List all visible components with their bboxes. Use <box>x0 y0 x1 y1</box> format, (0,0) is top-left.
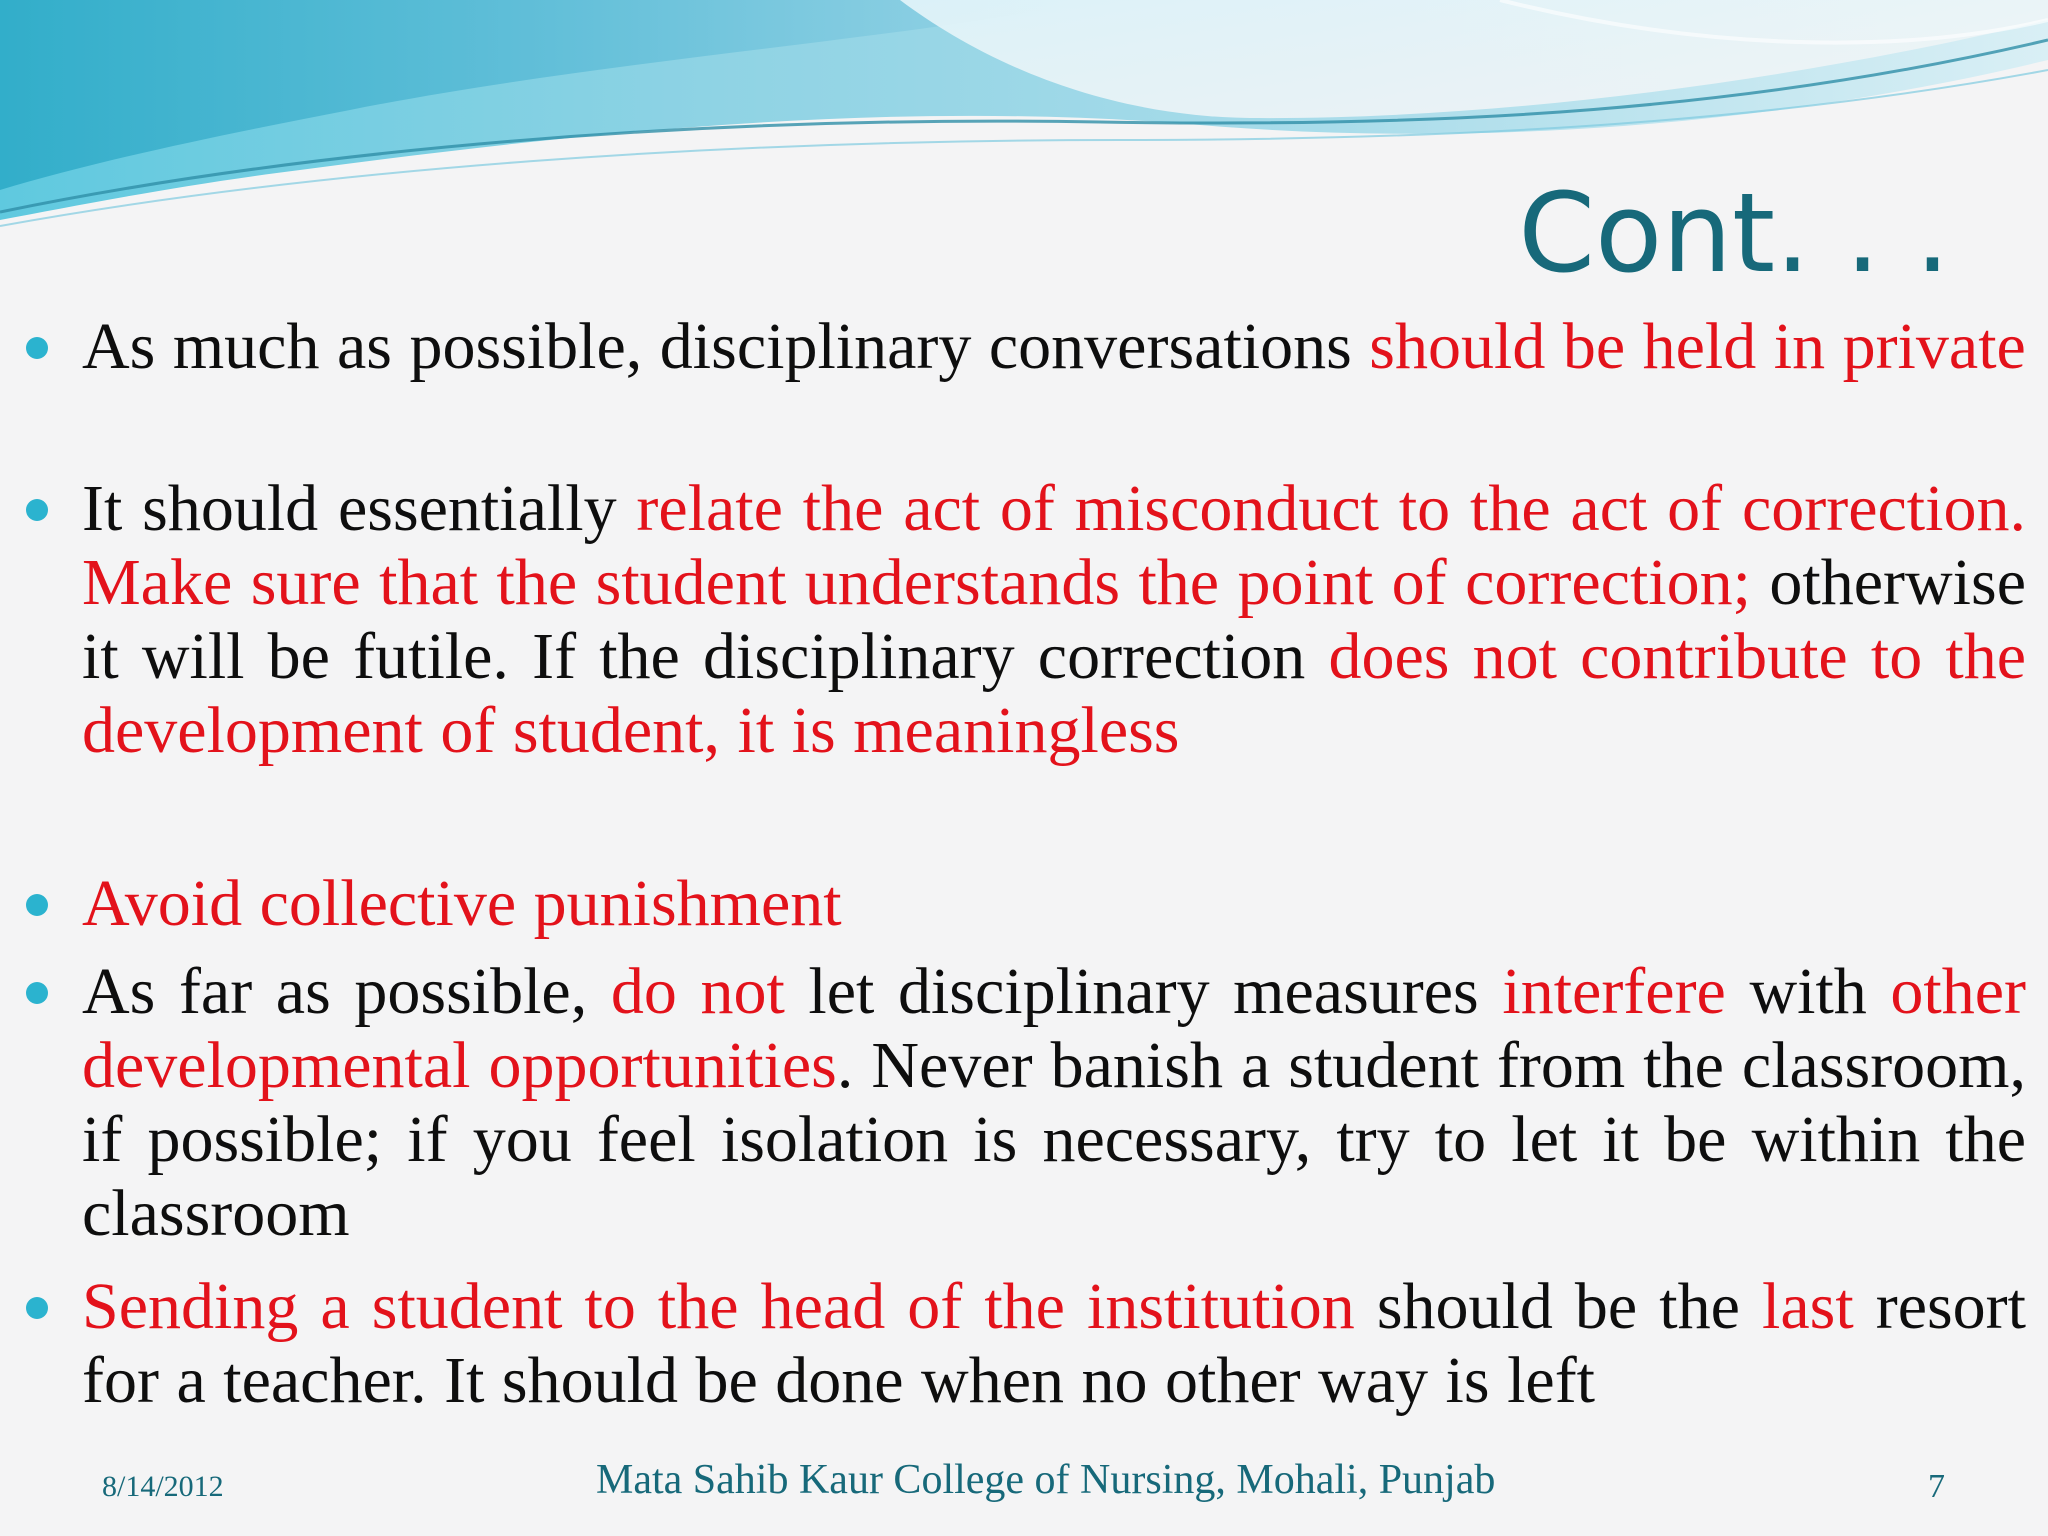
footer-date: 8/14/2012 <box>102 1470 224 1503</box>
bullet-emphasis-segment: interfere <box>1502 955 1726 1028</box>
bullet-item-private-conversations <box>82 310 2026 384</box>
bullet-emphasis-segment: do not <box>610 955 785 1028</box>
bullet-emphasis-segment: relate the act of misconduct to the act of correction. Make sure that the student understands the point of correction; <box>82 472 2026 619</box>
bullet-text-segment: let disciplinary measures <box>784 955 1503 1028</box>
bullet-text-segment: As far as possible, <box>82 955 611 1028</box>
bullet-item-avoid-collective-punishment <box>82 867 2026 941</box>
slide-title: Cont. . . <box>1518 169 1950 297</box>
bullet-item-last-resort <box>82 1270 2026 1418</box>
bullet-marker-icon <box>26 499 48 521</box>
bullet-text-segment: It should essentially <box>82 472 637 545</box>
bullet-marker-icon <box>26 1297 48 1319</box>
footer-page-number: 7 <box>1928 1468 1945 1505</box>
bullet-emphasis-segment: last <box>1762 1270 1854 1343</box>
bullet-marker-icon <box>26 982 48 1004</box>
bullet-marker-icon <box>26 894 48 916</box>
bullet-text-segment: resort for a teacher. It should be done when no other way is left <box>82 1270 2027 1417</box>
footer-institution: Mata Sahib Kaur College of Nursing, Mohali, Punjab <box>596 1457 1496 1503</box>
bullet-emphasis-segment: should be held in private <box>1369 310 2026 383</box>
bullet-text-segment: otherwise it will be futile. If the disciplinary correction <box>82 546 2026 693</box>
bullet-text-segment: As much as possible, disciplinary conversations <box>82 310 1370 383</box>
bullet-text-segment: . Never banish a student from the classroom, if possible; if you feel isolation is necessary, try to let it be within the classroom <box>82 1029 2027 1250</box>
bullet-emphasis-segment: other developmental opportunities <box>82 955 2027 1102</box>
bullet-item-relate-misconduct <box>82 472 2026 768</box>
bullet-item-do-not-interfere <box>82 955 2026 1251</box>
bullet-emphasis-segment: does not contribute to the development of student, it is meaningless <box>82 620 2026 767</box>
bullet-emphasis-segment: Sending a student to the head of the institution <box>82 1270 1355 1343</box>
bullet-emphasis-segment: Avoid collective punishment <box>82 867 842 940</box>
bullet-text-segment: should be the <box>1354 1270 1762 1343</box>
bullet-marker-icon <box>26 337 48 359</box>
bullet-text-segment: with <box>1725 955 1891 1028</box>
